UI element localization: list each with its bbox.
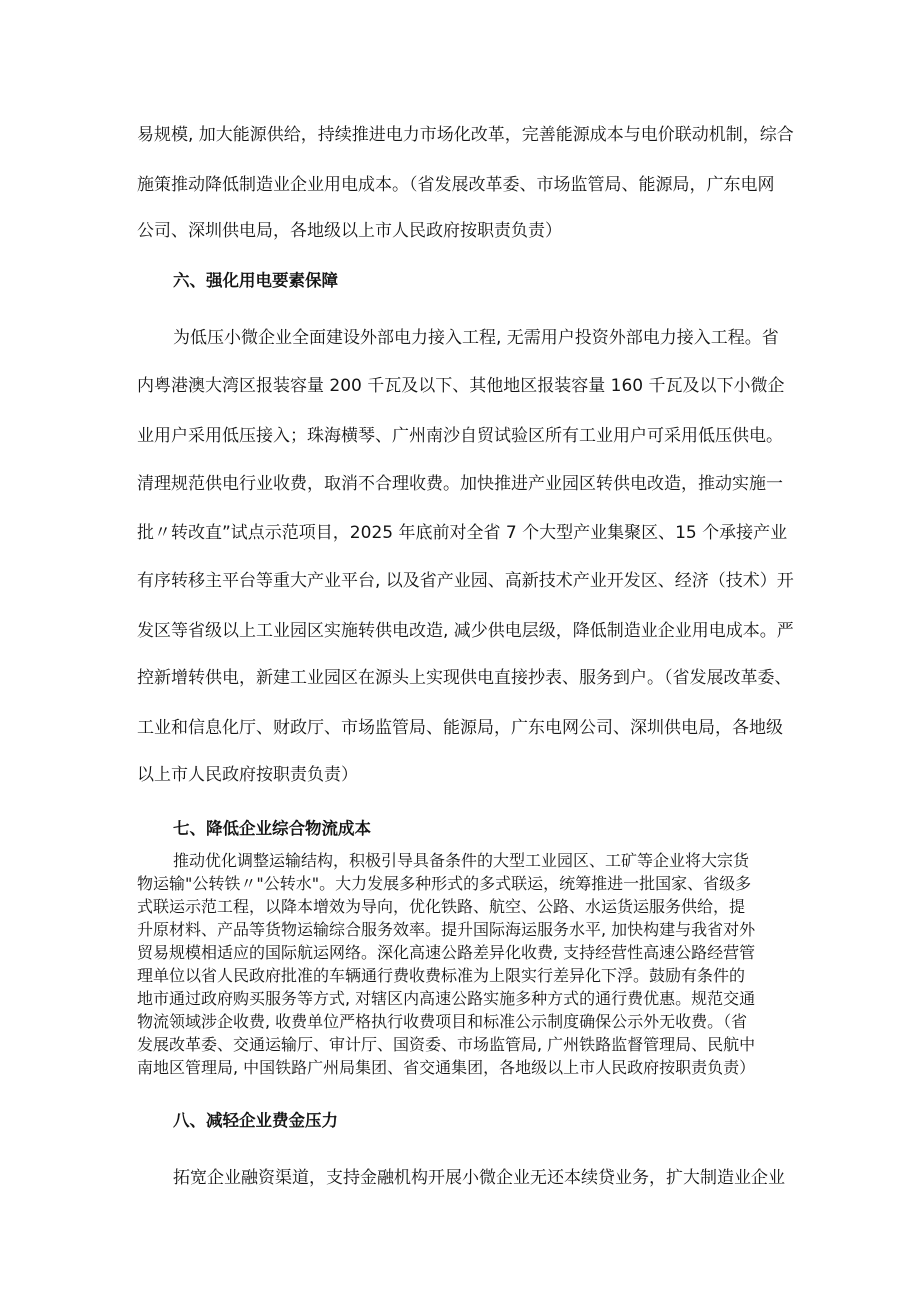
paragraph-line: 理单位以省人民政府批准的车辆通行费收费标准为上限实行差异化下浮。鼓励有条件的: [137, 966, 746, 985]
paragraph-line: 贸易规模相适应的国际航运网络。深化高速公路差异化收费, 支持经营性高速公路经营管: [137, 943, 756, 962]
section-heading-8: 八、减轻企业费金压力: [173, 1111, 338, 1130]
section-heading-7: 七、降低企业综合物流成本: [173, 819, 371, 838]
section-heading-6: 六、强化用电要素保障: [173, 271, 338, 290]
paragraph-line: 批〃转改直”试点示范项目，2025 年底前对全省 7 个大型产业集聚区、15 个承接产业: [137, 523, 788, 543]
paragraph-line: 内粤港澳大湾区报装容量 200 千瓦及以下、其他地区报装容量 160 千瓦及以下小微企: [137, 376, 785, 396]
paragraph-line: 升原材料、产品等货物运输综合服务效率。提升国际海运服务水平, 加快构建与我省对外: [137, 920, 756, 939]
paragraph-line: 易规模, 加大能源供给，持续推进电力市场化改革，完善能源成本与电价联动机制，综合: [137, 125, 794, 145]
paragraph-line: 控新增转供电，新建工业园区在源头上实现供电直接抄表、服务到户。（省发展改革委、: [137, 668, 792, 688]
paragraph-line: 物流领域涉企收费, 收费单位严格执行收费项目和标准公示制度确保公示外无收费。（省: [137, 1012, 748, 1031]
paragraph-line: 物运输"公转铁〃"公转水"。大力发展多种形式的多式联运，统筹推进一批国家、省级多: [137, 874, 752, 893]
paragraph-line: 发区等省级以上工业园区实施转供电改造, 减少供电层级，降低制造业企业用电成本。严: [137, 621, 794, 641]
paragraph-line: 公司、深圳供电局，各地级以上市人民政府按职责负责）: [137, 221, 562, 241]
paragraph-line: 清理规范供电行业收费，取消不合理收费。加快推进产业园区转供电改造，推动实施一: [137, 474, 783, 494]
paragraph-line: 有序转移主平台等重大产业平台, 以及省产业园、高新技术产业开发区、经济（技术）开: [137, 571, 794, 591]
paragraph-line: 拓宽企业融资渠道，支持金融机构开展小微企业无还本续贷业务，扩大制造业企业: [173, 1168, 785, 1188]
paragraph-line: 为低压小微企业全面建设外部电力接入工程, 无需用户投资外部电力接入工程。省: [173, 328, 779, 348]
paragraph-line: 推动优化调整运输结构，积极引导具备条件的大型工业园区、工矿等企业将大宗货: [173, 851, 750, 870]
paragraph-line: 南地区管理局, 中国铁路广州局集团、省交通集团，各地级以上市人民政府按职责负责）: [137, 1058, 756, 1077]
paragraph-line: 施策推动降低制造业企业用电成本。（省发展改革委、市场监管局、能源局，广东电网: [137, 175, 775, 195]
paragraph-line: 以上市人民政府按职责负责）: [137, 765, 358, 785]
paragraph-line: 业用户采用低压接入；珠海横琴、广州南沙自贸试验区所有工业用户可采用低压供电。: [137, 426, 783, 446]
paragraph-line: 式联运示范工程，以降本增效为导向，优化铁路、航空、公路、水运货运服务供给，提: [137, 897, 746, 916]
paragraph-line: 工业和信息化厅、财政厅、市场监管局、能源局，广东电网公司、深圳供电局，各地级: [137, 718, 783, 738]
paragraph-line: 地市通过政府购买服务等方式, 对辖区内高速公路实施多种方式的通行费优惠。规范交通: [137, 989, 756, 1008]
paragraph-line: 发展改革委、交通运输厅、审计厅、国资委、市场监管局, 广州铁路监督管理局、民航中: [137, 1035, 756, 1054]
